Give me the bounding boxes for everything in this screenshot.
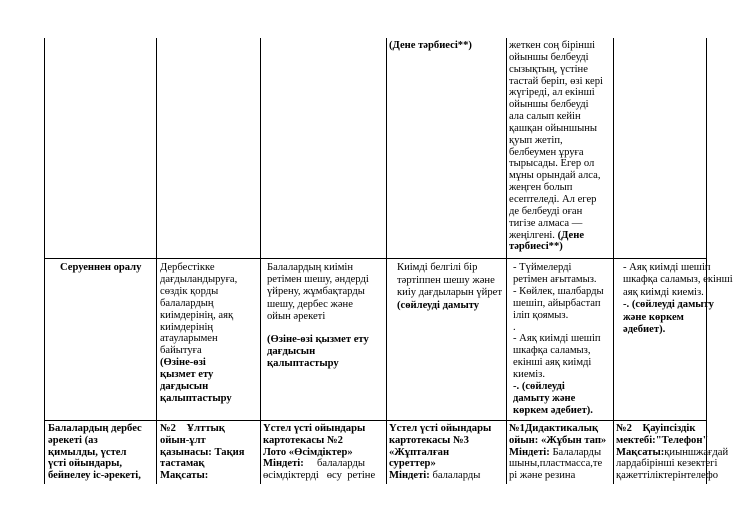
text-line: қимылды, үстел: [48, 446, 127, 458]
middle-row-col6-text: [623, 262, 733, 336]
text-line: және көркем: [623, 311, 684, 323]
text-line: қызмет ету: [160, 369, 214, 381]
text-line: Лото «Өсімдіктер»: [263, 446, 353, 458]
text-line: Киімді белгілі бір: [397, 262, 478, 273]
text-line: дағдыландыруға,: [160, 273, 238, 285]
text-line: үсті ойындары,: [48, 458, 123, 470]
text-line: ретімен ағытамыз.: [513, 273, 597, 285]
text-line: Балалардың дербес: [48, 423, 142, 434]
text-line: Үстел үсті ойындары: [389, 423, 492, 434]
text-line: шешіп, айырбастап: [513, 297, 601, 309]
text-line: №1Дидактикалық: [509, 423, 599, 434]
bottom-row-col4-text: [389, 423, 491, 482]
text-line: .: [513, 321, 516, 333]
text-line: ойын-ұлт: [160, 434, 206, 446]
text-line: - Аяқ киімді шешіп: [513, 333, 601, 345]
text-line: қалыптастыру: [160, 392, 232, 404]
text-line: - Аяқ киімді шешіп: [623, 262, 711, 273]
text-line: шешу, дербес және: [267, 298, 353, 310]
text-line: рі және резина: [509, 470, 576, 482]
text-line: Мақсаты:қиыншжағдай: [616, 446, 729, 458]
text-line: ойын әрекеті: [267, 310, 326, 322]
text-line: - Көйлек, шалбарды: [513, 285, 604, 297]
top-row-col5-text: [509, 40, 603, 253]
text-line: дағдысын: [267, 345, 316, 357]
text-line: белбеумен ұруға: [509, 146, 584, 158]
text-line: көркем әдебиет).: [513, 404, 593, 416]
text-line: де белбеуді оған: [509, 205, 583, 217]
middle-row-label: Серуеннен оралу: [60, 262, 142, 273]
text-line: сызықтың, үстіне: [509, 63, 588, 75]
text-line: -. (сөйлеуді: [513, 381, 565, 393]
text-line: киіу дағдыларын үйрет: [397, 287, 502, 299]
text-line: шыны,пластмасса,те: [509, 458, 603, 470]
text-line: -. (сөйлеуді дамыту: [623, 299, 714, 311]
text-line: мұны орындай алса,: [509, 170, 601, 182]
text-line: киімдерінің, аяқ: [160, 309, 234, 321]
row-divider-1: [44, 258, 707, 259]
column-divider-5: [613, 38, 614, 484]
text-line: ойын: «Жұбын тап»: [509, 434, 607, 446]
text-line: (Дене тәрбиесі**): [389, 40, 472, 51]
text-line: атауларымен: [160, 333, 218, 345]
bottom-row-label: [48, 423, 142, 482]
column-divider-2: [260, 38, 261, 484]
column-divider-3: [386, 38, 387, 484]
text-line: ойыншы белбеуді: [509, 99, 589, 111]
text-line: Дербестікке: [160, 262, 215, 273]
text-line: қазынасы: Тақия: [160, 446, 245, 458]
table-border-left: [44, 38, 45, 484]
text-line: өсімдіктерді өсу ретіне: [263, 470, 376, 482]
text-line: мектебі:"Телефон": [616, 434, 709, 446]
middle-row-col4-text: [397, 262, 502, 312]
middle-row-col3-text: [267, 262, 369, 370]
text-line: [267, 323, 369, 334]
bottom-row-col2-text: [160, 423, 245, 482]
column-divider-1: [156, 38, 157, 484]
text-line: әрекеті (аз: [48, 434, 98, 446]
bottom-row-col3-text: [263, 423, 375, 482]
text-line: жеңген болып: [509, 182, 573, 194]
text-line: (сөйлеуді дамыту: [397, 299, 480, 311]
text-line: Балалардың киімін: [267, 262, 354, 273]
text-line: киімдерінің: [160, 321, 214, 333]
text-line: тастамақ: [160, 458, 205, 470]
column-divider-4: [506, 38, 507, 484]
text-line: сөздік қорды: [160, 285, 219, 297]
text-line: тырысады. Егер ол: [509, 158, 595, 170]
text-line: екінші аяқ киімді: [513, 357, 592, 369]
text-line: дамыту және: [513, 392, 576, 404]
text-line: киеміз.: [513, 369, 545, 381]
text-line: қашқан ойыншыны: [509, 122, 597, 134]
text-line: жеңілгені. (Дене: [509, 229, 585, 241]
text-line: үйрену, жұмбақтарды: [267, 286, 365, 298]
text-line: ала салып кейін: [509, 111, 581, 123]
text-line: ретімен шешу, әндерді: [267, 274, 369, 286]
text-line: балалардың: [160, 297, 214, 309]
text-line: Үстел үсті ойындары: [263, 423, 366, 434]
text-line: «Жұпталған: [389, 446, 450, 458]
text-line: (Өзіне-өзі қызмет ету: [267, 333, 369, 345]
bottom-row-col5-text: [509, 423, 606, 482]
text-line: шкафқа саламыз,: [513, 345, 591, 357]
text-line: тастай беріп, өзі кері: [509, 75, 603, 87]
text-line: тигізе алмаса —: [509, 217, 583, 229]
text-line: бейнелеу іс-әрекеті,: [48, 470, 141, 482]
text-line: әдебиет).: [623, 324, 666, 336]
middle-row-col5-text: [513, 262, 604, 417]
middle-row-col2-text: [160, 262, 237, 405]
text-line: шкафқа саламыз, екінші: [623, 274, 733, 286]
text-line: қалыптастыру: [267, 358, 339, 370]
text-line: жеткен соң біріншi: [509, 40, 596, 51]
text-line: лардабірінші кезектегі: [616, 458, 718, 470]
text-line: суреттер»: [389, 458, 436, 470]
text-line: Мақсаты:: [160, 470, 209, 482]
text-line: байытуға: [160, 345, 202, 357]
text-line: есептеледі. Ал егер: [509, 193, 597, 205]
text-line: (Өзіне-өзі: [160, 357, 206, 369]
text-line: ойыншы белбеуді: [509, 51, 589, 63]
text-line: картотекасы №2: [263, 434, 343, 446]
top-row-col4-text: [389, 40, 472, 52]
text-line: жүгіреді, ал екінші: [509, 87, 595, 99]
text-line: Міндеті: балаларды: [263, 458, 365, 470]
text-line: іліп қоямыз.: [513, 309, 569, 321]
text-line: Міндеті: Балаларды: [509, 446, 602, 458]
row-divider-2: [44, 420, 707, 421]
table-border-right: [706, 38, 707, 484]
text-line: тәртіппен шешу және: [397, 274, 495, 286]
text-line: №2 Қауіпсіздік: [616, 423, 696, 434]
text-line: аяқ киімді киеміз.: [623, 286, 704, 298]
text-line: картотекасы №3: [389, 434, 469, 446]
bottom-row-col6-text: [616, 423, 728, 482]
text-line: тәрбиесі**): [509, 241, 563, 253]
text-line: - Түймелерді: [513, 262, 572, 273]
text-line: №2 Ұлттық: [160, 423, 225, 434]
text-line: қуып жетіп,: [509, 134, 563, 146]
text-line: Міндеті: балаларды: [389, 470, 481, 482]
text-line: дағдысын: [160, 381, 209, 393]
text-line: қажеттіліктерінтелефо: [616, 470, 719, 482]
